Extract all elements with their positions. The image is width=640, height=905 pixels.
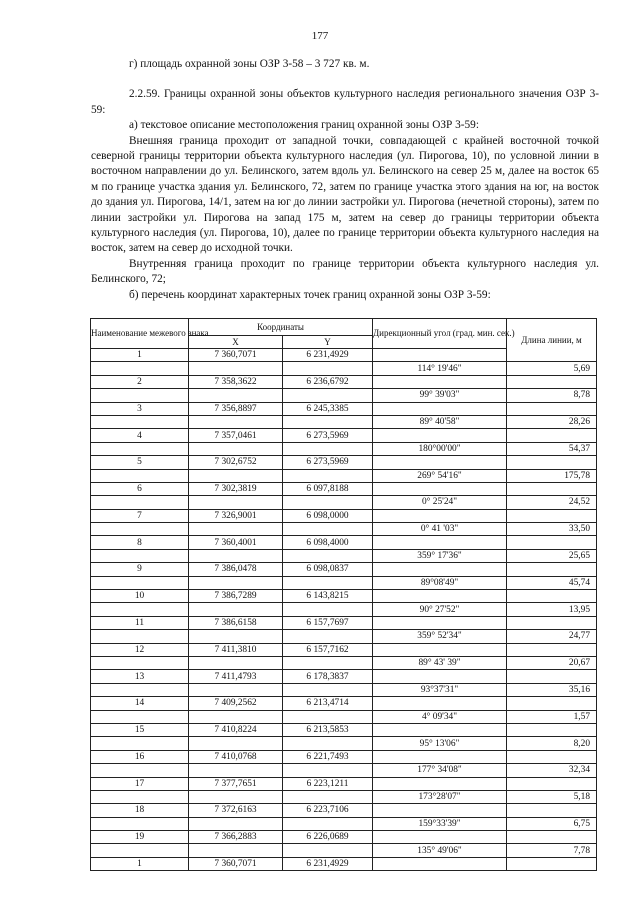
segment-row xyxy=(91,389,597,402)
segment-length: 20,67 xyxy=(507,656,597,669)
blank-x xyxy=(189,630,283,643)
point-y: 6 178,3837 xyxy=(283,670,373,683)
point-x: 7 360,4001 xyxy=(189,536,283,549)
segment-row xyxy=(91,790,597,803)
point-row xyxy=(91,563,597,576)
segment-length: 54,37 xyxy=(507,442,597,455)
segment-angle: 159°33'39" xyxy=(373,817,507,830)
point-x: 7 360,7071 xyxy=(189,857,283,870)
angle-blank xyxy=(373,750,507,763)
point-row xyxy=(91,670,597,683)
point-y: 6 223,7106 xyxy=(283,804,373,817)
blank-name xyxy=(91,469,189,482)
segment-angle: 359° 17'36" xyxy=(373,549,507,562)
length-blank xyxy=(507,590,597,603)
point-name: 9 xyxy=(91,563,189,576)
blank-y xyxy=(283,496,373,509)
angle-blank xyxy=(373,482,507,495)
segment-row xyxy=(91,844,597,857)
blank-x xyxy=(189,844,283,857)
angle-blank xyxy=(373,590,507,603)
point-y: 6 143,8215 xyxy=(283,590,373,603)
blank-x xyxy=(189,710,283,723)
point-y: 6 245,3385 xyxy=(283,402,373,415)
segment-angle: 4° 09'34" xyxy=(373,710,507,723)
document-text xyxy=(91,57,599,303)
header-angle: Дирекционный угол (град. мин. сек.) xyxy=(373,319,507,349)
length-blank xyxy=(507,482,597,495)
point-name: 14 xyxy=(91,697,189,710)
blank-y xyxy=(283,523,373,536)
angle-blank xyxy=(373,375,507,388)
point-x: 7 326,9001 xyxy=(189,509,283,522)
angle-blank xyxy=(373,697,507,710)
point-x: 7 302,6752 xyxy=(189,456,283,469)
blank-y xyxy=(283,469,373,482)
angle-blank xyxy=(373,509,507,522)
point-x: 7 372,6163 xyxy=(189,804,283,817)
segment-length: 45,74 xyxy=(507,576,597,589)
paragraph: Внешняя граница проходит от западной точки, совпадающей с крайней восточной точкой северной границы территории объекта культурного наследия (ул. Пирогова, 10), по условной линии в восточном направлении до ул. Белинского, затем вдоль ул. Белинского на север 25 м, далее на восток 65 м по границе участка здания ул. Белинского, 72, затем по границе участка этого здания на юг, на восток до здания ул. Пирогова, 14/1, затем на юг до линии застройки ул. Пирогова (нечетной стороны), затем по линии застройки ул. Пирогова на запад 175 м, затем на север до границы территории объекта культурного наследия (ул. Пирогова, 10), далее по границе территории объекта культурного наследия на восток, затем на север до исходной точки. xyxy=(91,134,599,255)
segment-row xyxy=(91,656,597,669)
point-y: 6 221,7493 xyxy=(283,750,373,763)
blank-x xyxy=(189,549,283,562)
point-y: 6 226,0689 xyxy=(283,831,373,844)
point-y: 6 098,0837 xyxy=(283,563,373,576)
blank-y xyxy=(283,737,373,750)
paragraph: б) перечень координат характерных точек границ охранной зоны ОЗР 3-59: xyxy=(129,288,491,301)
blank-y xyxy=(283,362,373,375)
point-x: 7 386,0478 xyxy=(189,563,283,576)
blank-x xyxy=(189,496,283,509)
point-row xyxy=(91,536,597,549)
blank-y xyxy=(283,549,373,562)
point-x: 7 409,2562 xyxy=(189,697,283,710)
angle-blank xyxy=(373,429,507,442)
point-y: 6 236,6792 xyxy=(283,375,373,388)
header-x: X xyxy=(189,336,283,349)
header-coords: Координаты xyxy=(189,319,373,336)
point-y: 6 213,5853 xyxy=(283,723,373,736)
point-name: 7 xyxy=(91,509,189,522)
length-blank xyxy=(507,536,597,549)
segment-angle: 269° 54'16" xyxy=(373,469,507,482)
segment-row xyxy=(91,576,597,589)
segment-row xyxy=(91,496,597,509)
point-row xyxy=(91,750,597,763)
blank-x xyxy=(189,603,283,616)
angle-blank xyxy=(373,349,507,362)
blank-x xyxy=(189,576,283,589)
length-blank xyxy=(507,697,597,710)
segment-row xyxy=(91,683,597,696)
segment-length: 13,95 xyxy=(507,603,597,616)
angle-blank xyxy=(373,456,507,469)
point-name: 5 xyxy=(91,456,189,469)
blank-x xyxy=(189,817,283,830)
angle-blank xyxy=(373,857,507,870)
angle-blank xyxy=(373,670,507,683)
blank-x xyxy=(189,389,283,402)
point-x: 7 410,8224 xyxy=(189,723,283,736)
blank-y xyxy=(283,415,373,428)
segment-row xyxy=(91,469,597,482)
angle-blank xyxy=(373,777,507,790)
point-x: 7 366,2883 xyxy=(189,831,283,844)
paragraph: 2.2.59. Границы охранной зоны объектов культурного наследия регионального значения ОЗР 3-59: xyxy=(91,88,599,116)
point-name: 17 xyxy=(91,777,189,790)
point-row xyxy=(91,456,597,469)
segment-length: 28,26 xyxy=(507,415,597,428)
point-name: 1 xyxy=(91,857,189,870)
length-blank xyxy=(507,750,597,763)
length-blank xyxy=(507,375,597,388)
point-y: 6 273,5969 xyxy=(283,456,373,469)
blank-x xyxy=(189,764,283,777)
length-blank xyxy=(507,857,597,870)
angle-blank xyxy=(373,402,507,415)
point-row xyxy=(91,777,597,790)
blank-name xyxy=(91,442,189,455)
blank-x xyxy=(189,469,283,482)
point-name: 19 xyxy=(91,831,189,844)
segment-length: 32,34 xyxy=(507,764,597,777)
length-blank xyxy=(507,402,597,415)
blank-y xyxy=(283,844,373,857)
paragraph: а) текстовое описание местоположения границ охранной зоны ОЗР 3-59: xyxy=(129,119,479,132)
angle-blank xyxy=(373,563,507,576)
point-y: 6 098,4000 xyxy=(283,536,373,549)
length-blank xyxy=(507,616,597,629)
paragraph: Внутренняя граница проходит по границе территории объекта культурного наследия ул. Белинского, 72; xyxy=(91,257,599,286)
segment-angle: 93°37'31" xyxy=(373,683,507,696)
point-name: 6 xyxy=(91,482,189,495)
segment-angle: 0° 25'24" xyxy=(373,496,507,509)
point-name: 3 xyxy=(91,402,189,415)
angle-blank xyxy=(373,831,507,844)
blank-y xyxy=(283,442,373,455)
blank-name xyxy=(91,844,189,857)
length-blank xyxy=(507,804,597,817)
point-x: 7 357,0461 xyxy=(189,429,283,442)
point-x: 7 358,3622 xyxy=(189,375,283,388)
blank-x xyxy=(189,656,283,669)
point-row xyxy=(91,616,597,629)
segment-angle: 95° 13'06" xyxy=(373,737,507,750)
segment-row xyxy=(91,523,597,536)
segment-row xyxy=(91,362,597,375)
segment-length: 5,69 xyxy=(507,362,597,375)
blank-x xyxy=(189,442,283,455)
point-x: 7 386,7289 xyxy=(189,590,283,603)
point-name: 16 xyxy=(91,750,189,763)
segment-length: 8,20 xyxy=(507,737,597,750)
blank-y xyxy=(283,790,373,803)
blank-y xyxy=(283,656,373,669)
angle-blank xyxy=(373,643,507,656)
blank-x xyxy=(189,362,283,375)
blank-name xyxy=(91,576,189,589)
segment-row xyxy=(91,442,597,455)
segment-row xyxy=(91,415,597,428)
segment-row xyxy=(91,764,597,777)
point-y: 6 157,7162 xyxy=(283,643,373,656)
blank-name xyxy=(91,683,189,696)
point-name: 12 xyxy=(91,643,189,656)
point-y: 6 097,8188 xyxy=(283,482,373,495)
point-name: 2 xyxy=(91,375,189,388)
header-name: Наименование межевого знака xyxy=(91,319,189,349)
segment-row xyxy=(91,603,597,616)
point-y: 6 231,4929 xyxy=(283,857,373,870)
length-blank xyxy=(507,670,597,683)
length-blank xyxy=(507,831,597,844)
blank-x xyxy=(189,737,283,750)
segment-angle: 135° 49'06" xyxy=(373,844,507,857)
segment-row xyxy=(91,710,597,723)
coordinates-table xyxy=(90,318,597,871)
blank-y xyxy=(283,710,373,723)
length-blank xyxy=(507,723,597,736)
table-header-row xyxy=(91,319,597,336)
segment-angle: 173°28'07" xyxy=(373,790,507,803)
header-y: Y xyxy=(283,336,373,349)
point-name: 15 xyxy=(91,723,189,736)
angle-blank xyxy=(373,723,507,736)
point-x: 7 411,4793 xyxy=(189,670,283,683)
segment-length: 175,78 xyxy=(507,469,597,482)
blank-name xyxy=(91,603,189,616)
point-row xyxy=(91,643,597,656)
length-blank xyxy=(507,429,597,442)
point-row xyxy=(91,402,597,415)
length-blank xyxy=(507,509,597,522)
blank-x xyxy=(189,415,283,428)
blank-x xyxy=(189,683,283,696)
point-name: 10 xyxy=(91,590,189,603)
point-y: 6 157,7697 xyxy=(283,616,373,629)
blank-y xyxy=(283,630,373,643)
point-row xyxy=(91,482,597,495)
point-y: 6 223,1211 xyxy=(283,777,373,790)
blank-y xyxy=(283,683,373,696)
page-number: 177 xyxy=(311,30,329,42)
segment-length: 35,16 xyxy=(507,683,597,696)
angle-blank xyxy=(373,804,507,817)
length-blank xyxy=(507,456,597,469)
point-x: 7 411,3810 xyxy=(189,643,283,656)
point-row xyxy=(91,723,597,736)
blank-name xyxy=(91,737,189,750)
point-x: 7 360,7071 xyxy=(189,349,283,362)
segment-length: 33,50 xyxy=(507,523,597,536)
segment-angle: 180°00'00" xyxy=(373,442,507,455)
blank-name xyxy=(91,817,189,830)
segment-length: 7,78 xyxy=(507,844,597,857)
point-y: 6 273,5969 xyxy=(283,429,373,442)
point-x: 7 386,6158 xyxy=(189,616,283,629)
point-row xyxy=(91,509,597,522)
length-blank xyxy=(507,777,597,790)
blank-y xyxy=(283,576,373,589)
segment-row xyxy=(91,549,597,562)
point-row xyxy=(91,804,597,817)
segment-angle: 177° 34'08" xyxy=(373,764,507,777)
segment-length: 24,52 xyxy=(507,496,597,509)
point-y: 6 098,0000 xyxy=(283,509,373,522)
segment-angle: 89°08'49" xyxy=(373,576,507,589)
point-name: 18 xyxy=(91,804,189,817)
segment-length: 8,78 xyxy=(507,389,597,402)
point-row xyxy=(91,697,597,710)
blank-name xyxy=(91,496,189,509)
segment-row xyxy=(91,817,597,830)
blank-x xyxy=(189,523,283,536)
segment-length: 5,18 xyxy=(507,790,597,803)
segment-angle: 99° 39'03" xyxy=(373,389,507,402)
point-x: 7 302,3819 xyxy=(189,482,283,495)
length-blank xyxy=(507,643,597,656)
point-row xyxy=(91,831,597,844)
point-row xyxy=(91,857,597,870)
segment-length: 1,57 xyxy=(507,710,597,723)
segment-angle: 89° 43' 39" xyxy=(373,656,507,669)
angle-blank xyxy=(373,536,507,549)
blank-name xyxy=(91,630,189,643)
segment-angle: 89° 40'58" xyxy=(373,415,507,428)
segment-length: 24,77 xyxy=(507,630,597,643)
angle-blank xyxy=(373,616,507,629)
point-row xyxy=(91,375,597,388)
segment-angle: 0° 41 '03" xyxy=(373,523,507,536)
segment-angle: 359° 52'34" xyxy=(373,630,507,643)
segment-angle: 114° 19'46" xyxy=(373,362,507,375)
header-length: Длина линии, м xyxy=(507,319,597,362)
paragraph: г) площадь охранной зоны ОЗР 3-58 – 3 727 кв. м. xyxy=(129,58,370,70)
blank-name xyxy=(91,389,189,402)
blank-name xyxy=(91,523,189,536)
blank-name xyxy=(91,656,189,669)
blank-x xyxy=(189,790,283,803)
blank-name xyxy=(91,549,189,562)
segment-row xyxy=(91,630,597,643)
point-x: 7 356,8897 xyxy=(189,402,283,415)
segment-angle: 90° 27'52" xyxy=(373,603,507,616)
segment-length: 6,75 xyxy=(507,817,597,830)
blank-y xyxy=(283,764,373,777)
point-row xyxy=(91,590,597,603)
point-name: 8 xyxy=(91,536,189,549)
blank-name xyxy=(91,764,189,777)
point-y: 6 213,4714 xyxy=(283,697,373,710)
point-name: 11 xyxy=(91,616,189,629)
point-x: 7 377,7651 xyxy=(189,777,283,790)
point-x: 7 410,0768 xyxy=(189,750,283,763)
blank-y xyxy=(283,817,373,830)
point-name: 4 xyxy=(91,429,189,442)
blank-y xyxy=(283,389,373,402)
blank-name xyxy=(91,710,189,723)
point-name: 13 xyxy=(91,670,189,683)
segment-length: 25,65 xyxy=(507,549,597,562)
blank-name xyxy=(91,362,189,375)
length-blank xyxy=(507,563,597,576)
blank-name xyxy=(91,790,189,803)
point-y: 6 231,4929 xyxy=(283,349,373,362)
point-row xyxy=(91,429,597,442)
blank-y xyxy=(283,603,373,616)
segment-row xyxy=(91,737,597,750)
point-name: 1 xyxy=(91,349,189,362)
blank-name xyxy=(91,415,189,428)
